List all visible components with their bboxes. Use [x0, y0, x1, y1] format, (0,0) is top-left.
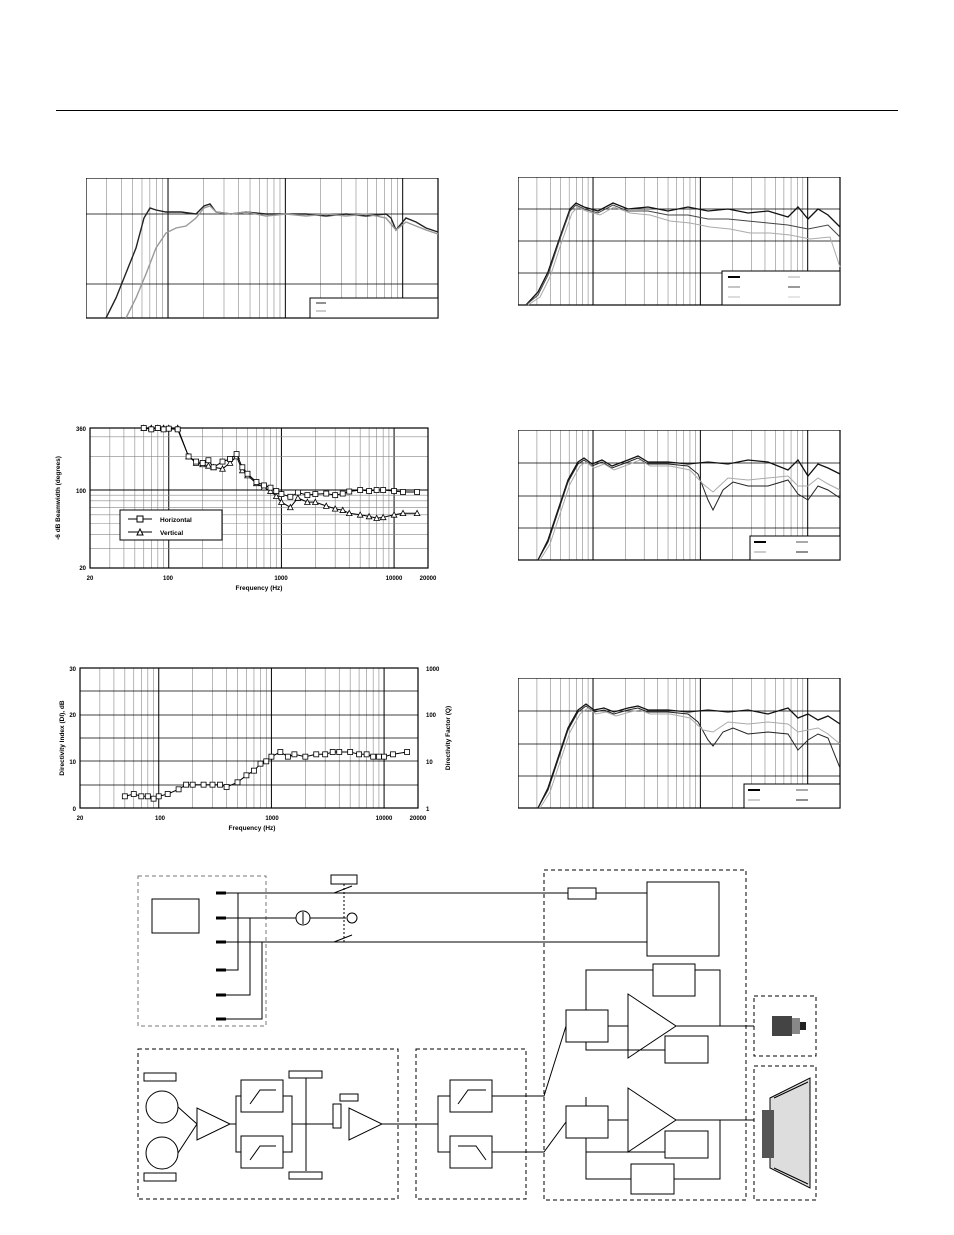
- data-point-square: [285, 754, 290, 759]
- data-point-square: [371, 754, 376, 759]
- data-point-square: [224, 785, 229, 790]
- data-point-square: [268, 485, 273, 490]
- input-module-block: [152, 899, 199, 933]
- data-point-square: [201, 782, 206, 787]
- y2-axis-label: Directivity Factor (Q): [445, 705, 452, 771]
- data-point-square: [269, 754, 274, 759]
- data-point-square: [330, 750, 335, 755]
- x-tick-label: 20: [76, 816, 84, 822]
- y2-tick-label: 1: [426, 807, 430, 813]
- limiter-block-bottom: [631, 1164, 674, 1194]
- header-rule: [56, 110, 898, 111]
- data-point-square: [274, 489, 279, 494]
- x-tick-label: 1000: [265, 816, 279, 822]
- data-point-square: [218, 782, 223, 787]
- data-point-square: [340, 491, 345, 496]
- limiter-block-top: [653, 964, 695, 996]
- data-point-square: [258, 761, 263, 766]
- filter-block-1: [241, 1080, 283, 1112]
- low-pass-filter-block: [450, 1136, 492, 1168]
- y2-tick-label: 100: [426, 713, 437, 719]
- data-point-square: [166, 426, 171, 431]
- data-point-square: [261, 483, 266, 488]
- y-tick-label: 30: [69, 667, 76, 673]
- x-tick-label: 1000: [274, 576, 288, 582]
- data-point-square: [357, 752, 362, 757]
- data-point-square: [279, 492, 284, 497]
- switch-contact: [334, 886, 352, 893]
- data-point-square: [234, 452, 239, 457]
- compression-driver-icon: [772, 1016, 806, 1036]
- legend-marker-square: [137, 516, 143, 522]
- data-point-square: [194, 459, 199, 464]
- data-point-square: [295, 490, 300, 495]
- data-point-square: [264, 759, 269, 764]
- data-point-square: [374, 488, 379, 493]
- data-point-square: [165, 792, 170, 797]
- switch-label-box: [331, 875, 357, 884]
- legend-label: Vertical: [160, 530, 184, 537]
- switch-contact: [334, 935, 352, 942]
- dsp-block-high: [566, 1010, 608, 1042]
- data-point-square: [405, 750, 410, 755]
- x-tick-label: 100: [154, 816, 166, 822]
- y-tick-label: 20: [79, 566, 86, 572]
- data-point-square: [337, 750, 342, 755]
- data-point-square: [251, 768, 256, 773]
- frequency-response-chart-4: [518, 678, 842, 810]
- fuse-block: [568, 888, 596, 899]
- y-tick-label: 100: [75, 489, 86, 495]
- power-supply-block: [647, 882, 719, 956]
- x-axis-label: Frequency (Hz): [235, 585, 283, 592]
- legend-box: [750, 536, 840, 560]
- legend-box: [310, 298, 438, 318]
- data-point-square: [391, 752, 396, 757]
- data-point-square: [244, 773, 249, 778]
- protect-block-high: [665, 1036, 708, 1063]
- label-box: [289, 1071, 322, 1078]
- data-point-square: [288, 494, 293, 499]
- frequency-response-chart-2: [518, 177, 842, 307]
- data-point-square: [200, 460, 205, 465]
- data-point-square: [149, 427, 154, 432]
- data-point-square: [358, 488, 363, 493]
- data-point-triangle: [295, 495, 301, 500]
- data-point-square: [324, 491, 329, 496]
- label-box: [144, 1173, 176, 1181]
- x-axis-label: Frequency (Hz): [228, 825, 276, 832]
- data-point-square: [333, 493, 338, 498]
- y-tick-label: 360: [75, 427, 86, 433]
- data-point-square: [245, 471, 250, 476]
- y-tick-label: 10: [69, 760, 76, 766]
- lamp-symbol: [347, 913, 357, 923]
- data-point-square: [131, 792, 136, 797]
- frequency-response-chart-3: [518, 430, 842, 562]
- data-point-square: [314, 752, 319, 757]
- x-tick-label: 10000: [375, 816, 393, 822]
- y-axis-label: Directivity Index (DI), dB: [59, 700, 66, 776]
- data-point-square: [292, 752, 297, 757]
- xlr-input-icon: [146, 1091, 178, 1123]
- input-buffer-triangle: [197, 1108, 230, 1140]
- data-point-square: [175, 427, 180, 432]
- xlr-output-icon: [146, 1137, 178, 1169]
- data-point-square: [240, 465, 245, 470]
- high-pass-filter-block: [450, 1080, 492, 1112]
- legend-box: [744, 784, 840, 808]
- y2-tick-label: 10: [426, 760, 433, 766]
- x-tick-label: 10000: [385, 576, 403, 582]
- x-tick-label: 100: [162, 576, 174, 582]
- data-point-square: [139, 794, 144, 799]
- series-line-horizontal: [144, 428, 417, 497]
- legend-label: Horizontal: [160, 517, 192, 524]
- data-point-square: [382, 754, 387, 759]
- data-point-square: [210, 782, 215, 787]
- data-point-square: [235, 780, 240, 785]
- data-point-square: [151, 796, 156, 801]
- data-point-square: [206, 458, 211, 463]
- data-point-square: [347, 489, 352, 494]
- input-wiring: [226, 893, 560, 1019]
- label-box: [289, 1172, 322, 1179]
- data-point-square: [254, 480, 259, 485]
- output-buffer-triangle: [349, 1108, 382, 1140]
- x-tick-label: 20000: [409, 816, 427, 822]
- data-point-square: [415, 490, 420, 495]
- input-pins: [216, 893, 226, 1019]
- data-point-square: [184, 782, 189, 787]
- data-point-square: [156, 794, 161, 799]
- data-point-square: [186, 454, 191, 459]
- data-point-square: [348, 750, 353, 755]
- label-box: [144, 1073, 176, 1081]
- data-point-square: [228, 456, 233, 461]
- y-tick-label: 0: [72, 807, 76, 813]
- data-point-square: [161, 427, 166, 432]
- data-point-square: [122, 794, 127, 799]
- data-point-square: [305, 493, 310, 498]
- y2-tick-label: 1000: [426, 667, 440, 673]
- data-point-square: [392, 489, 397, 494]
- data-point-square: [211, 465, 216, 470]
- data-point-square: [364, 752, 369, 757]
- potentiometer-block: [333, 1104, 341, 1128]
- woofer-icon: [762, 1078, 810, 1188]
- data-point-square: [145, 794, 150, 799]
- y-axis-label: -6 dB Beamwidth (degrees): [55, 456, 62, 540]
- data-point-square: [323, 752, 328, 757]
- directivity-chart: [56, 660, 464, 838]
- data-point-square: [176, 787, 181, 792]
- dsp-block-low: [566, 1106, 608, 1138]
- data-point-square: [141, 426, 146, 431]
- data-point-square: [303, 754, 308, 759]
- frequency-response-chart-1: [86, 178, 440, 320]
- label-box: [340, 1094, 358, 1101]
- data-point-square: [381, 488, 386, 493]
- protect-block-low: [665, 1131, 708, 1158]
- filter-block-2: [241, 1136, 283, 1168]
- data-point-square: [155, 426, 160, 431]
- x-tick-label: 20: [86, 576, 94, 582]
- data-point-square: [220, 459, 225, 464]
- data-point-square: [367, 489, 372, 494]
- system-block-diagram: [120, 866, 830, 1206]
- data-point-square: [313, 492, 318, 497]
- x-tick-label: 20000: [419, 576, 437, 582]
- data-point-square: [190, 782, 195, 787]
- data-point-square: [376, 754, 381, 759]
- data-point-square: [401, 490, 406, 495]
- data-point-square: [278, 750, 283, 755]
- y-tick-label: 20: [69, 713, 76, 719]
- beamwidth-chart: [48, 420, 450, 598]
